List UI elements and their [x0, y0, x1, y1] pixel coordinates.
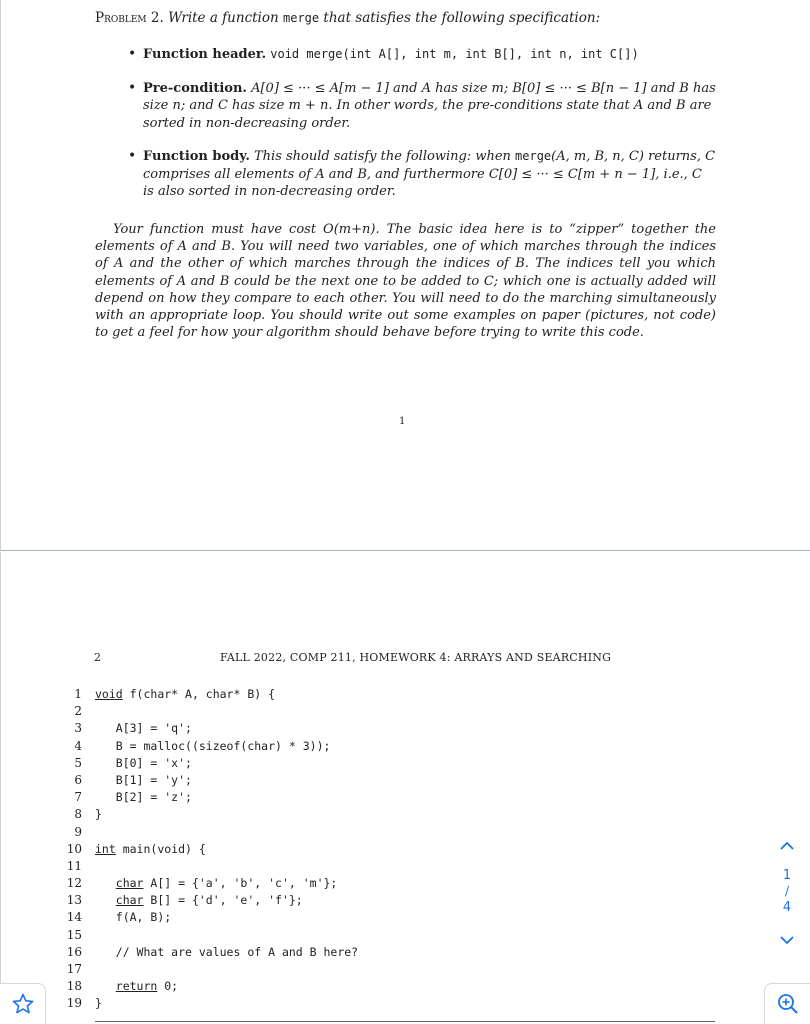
code-line: [60, 787, 358, 804]
pdf-page-2: [0, 552, 810, 1024]
code-indent: [95, 910, 116, 924]
spec-head: Function header.: [143, 47, 267, 62]
code-text: [95, 687, 275, 701]
spec-item-header: [128, 46, 716, 64]
line-number: 10: [66, 841, 82, 856]
code-text: [95, 773, 192, 787]
code-line: [60, 718, 358, 735]
code-text: [95, 790, 192, 804]
code-text: [95, 893, 303, 907]
horizontal-rule: [95, 1021, 715, 1022]
problem-text: Write a function: [168, 10, 279, 26]
code-rest: }: [95, 807, 102, 822]
line-number: 7: [74, 790, 82, 805]
previous-page-button[interactable]: [772, 836, 802, 855]
code-indent: [95, 876, 116, 890]
code-keyword: return: [115, 979, 158, 994]
code-line: [60, 822, 358, 839]
page-left-edge: [0, 552, 1, 1024]
spec-text: (A, m, B, n, C) returns, C comprises all elements of A and B, and furthermore C[0] ≤ ··· ≤ C[m + n − 1], i.e., C is also sorted in non-decreasing order.: [143, 149, 716, 199]
code-text: [95, 842, 206, 856]
spec-head: Pre-condition.: [143, 80, 247, 96]
spec-code: void merge(int A[], int m, int B[], int n, int C[]): [270, 47, 639, 61]
line-number: 16: [66, 944, 82, 959]
code-rest: A[] = {'a', 'b', 'c', 'm'};: [143, 876, 338, 891]
code-line: [60, 856, 358, 873]
line-number: 1: [74, 687, 82, 701]
line-number: 8: [74, 807, 82, 822]
code-keyword: char: [115, 893, 144, 908]
code-indent: [95, 773, 116, 787]
code-text: [95, 996, 102, 1010]
code-rest: A[3] = 'q';: [115, 721, 192, 736]
code-line: [60, 770, 358, 787]
code-rest: f(char* A, char* B) {: [122, 687, 276, 701]
zoom-in-icon: [776, 992, 800, 1016]
code-line: [60, 736, 358, 753]
code-line: [60, 890, 358, 907]
code-text: [95, 807, 102, 821]
code-rest: B[0] = 'x';: [115, 755, 192, 770]
spec-head: Function body.: [143, 149, 250, 164]
line-number: 2: [74, 704, 82, 719]
line-number: 5: [74, 755, 82, 770]
code-rest: main(void) {: [115, 841, 206, 856]
code-line: [60, 959, 358, 976]
star-icon: [11, 992, 35, 1016]
page-left-edge: [0, 0, 1, 550]
code-indent: [95, 893, 116, 907]
line-number: 12: [66, 876, 82, 891]
code-line: [60, 925, 358, 942]
code-line: [60, 993, 358, 1010]
bookmark-button[interactable]: [0, 983, 46, 1024]
code-indent: [95, 945, 116, 959]
code-indent: [95, 739, 116, 753]
code-listing: [60, 684, 358, 1011]
code-indent: [95, 979, 116, 993]
code-indent: [95, 721, 116, 735]
code-keyword: int: [95, 841, 116, 856]
total-pages-indicator: 4: [782, 900, 792, 915]
code-indent: [95, 790, 116, 804]
line-number: 11: [66, 858, 82, 873]
code-text: [95, 739, 330, 753]
spec-item-precondition: [128, 80, 716, 133]
chevron-down-icon: [779, 935, 795, 945]
line-number: 18: [66, 979, 82, 994]
line-number: 13: [66, 893, 82, 908]
zoom-in-button[interactable]: [764, 983, 810, 1024]
code-line: [60, 907, 358, 924]
code-line: [60, 804, 358, 821]
code-line: [60, 976, 358, 993]
spec-code: merge: [515, 149, 552, 163]
code-text: [95, 979, 178, 993]
code-keyword: char: [115, 876, 144, 891]
code-line: [60, 701, 358, 718]
line-number: 14: [66, 910, 82, 925]
code-line: [60, 839, 358, 856]
problem-label: Problem 2.: [95, 10, 164, 26]
spec-text: This should satisfy the following: when: [254, 149, 511, 164]
page-separator-slash: /: [784, 884, 790, 898]
running-header-title: FALL 2022, COMP 211, HOMEWORK 4: ARRAYS AND SEARCHING: [220, 651, 612, 664]
code-line: [60, 753, 358, 770]
code-rest: B = malloc((sizeof(char) * 3));: [115, 738, 331, 753]
line-number: 6: [74, 772, 82, 787]
code-text: [95, 910, 171, 924]
code-rest: f(A, B);: [115, 910, 172, 925]
code-rest: 0;: [157, 979, 179, 994]
page-separator: [0, 550, 810, 551]
code-rest: B[1] = 'y';: [115, 772, 192, 787]
code-rest: B[2] = 'z';: [115, 790, 192, 805]
code-line: [60, 684, 358, 701]
problem-text-end: that satisfies the following specification:: [323, 10, 601, 26]
code-text: [95, 721, 192, 735]
code-rest: B[] = {'d', 'e', 'f'};: [143, 893, 303, 908]
page-number: 1: [399, 416, 406, 427]
code-rest: }: [95, 996, 102, 1011]
spec-text: A[0] ≤ ··· ≤ A[m − 1] and A has size m; B[0] ≤ ··· ≤ B[n − 1] and B has size n; and C has size m + n. In other words, the pre-conditions state that A and B are sorted in non-decreasing order.: [143, 80, 716, 131]
line-number: 4: [74, 738, 82, 753]
code-rest: // What are values of A and B here?: [115, 944, 359, 959]
chevron-up-icon: [779, 841, 795, 851]
line-number: 9: [74, 824, 82, 839]
instructions-paragraph: Your function must have cost O(m+n). The basic idea here is to “zipper” together the elements of A and B. You will need two variables, one of which marches through the indices of A and the other of which marches through the indices of B. The indices tell you which elements of A and B could be the next one to be added to C; which one is actually added will depend on how they compare to each other. You will need to do the marching simultaneously with an appropriate loop. You should write out some examples on paper (pictures, not code) to get a feel for how your algorithm should behave before trying to write this code.: [95, 222, 716, 341]
code-keyword: void: [95, 687, 123, 701]
spec-item-body: [128, 148, 716, 201]
function-name: merge: [283, 11, 320, 25]
code-text: [95, 756, 192, 770]
code-text: [95, 876, 337, 890]
specification-list: [128, 46, 716, 217]
code-text: [95, 945, 358, 959]
next-page-button[interactable]: [772, 930, 802, 949]
line-number: 17: [66, 962, 82, 976]
current-page-indicator: 1: [782, 868, 792, 883]
line-number: 3: [74, 721, 82, 736]
problem-heading: [95, 10, 600, 26]
line-number: 19: [66, 996, 82, 1011]
code-line: [60, 942, 358, 959]
code-indent: [95, 756, 116, 770]
code-line: [60, 873, 358, 890]
line-number: 15: [66, 927, 82, 942]
running-header-page-number: 2: [94, 651, 101, 664]
